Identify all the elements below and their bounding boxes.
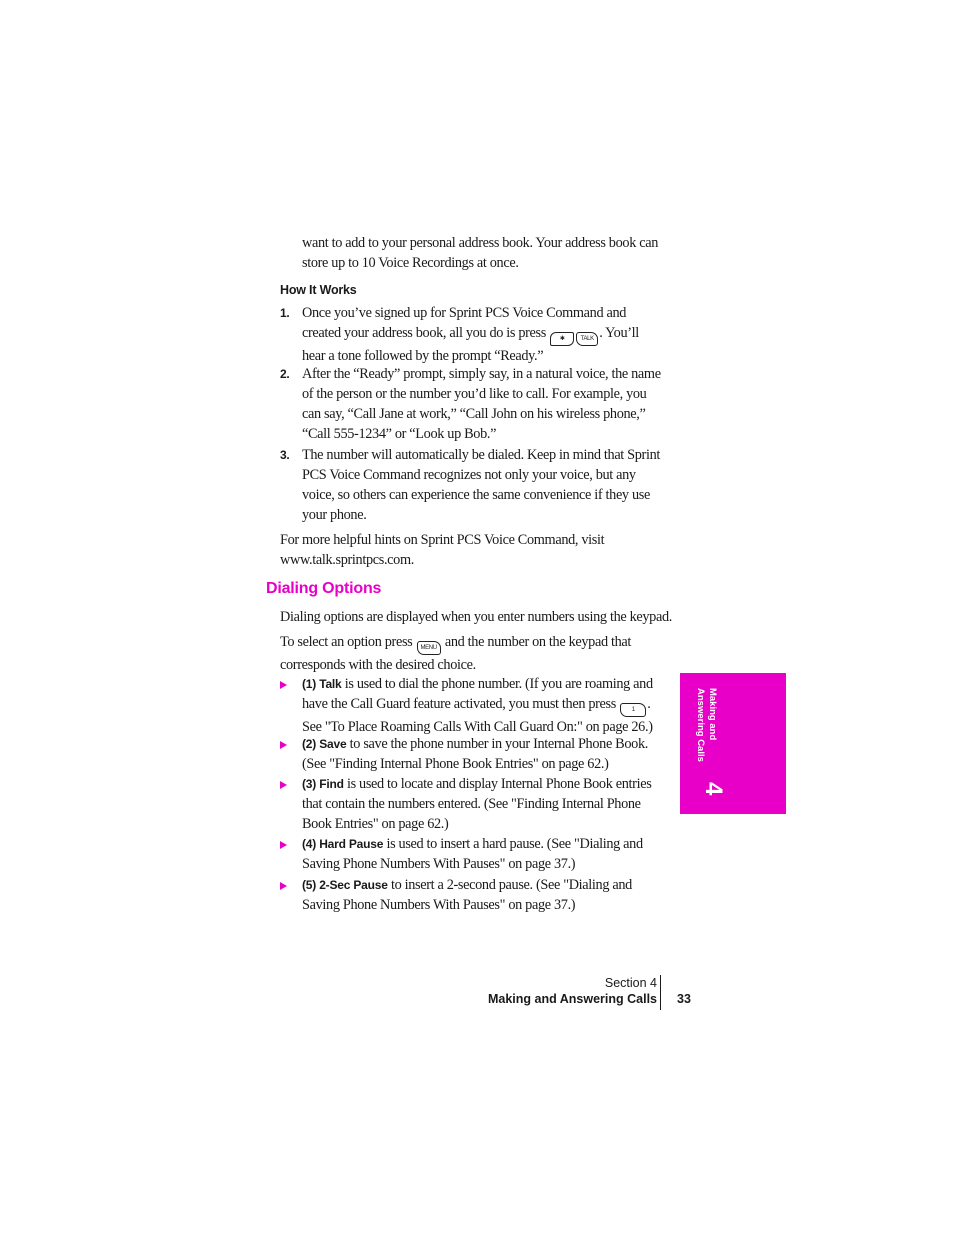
bullet-arrow-icon	[280, 882, 287, 890]
option-text: to save the phone number in your Internal Phone Book. (See "Finding Internal Phone Book Entries" on page 62.)	[302, 736, 648, 772]
star-key-icon: ✱	[550, 332, 574, 346]
step-1	[280, 303, 665, 366]
option-save	[280, 734, 665, 774]
dialing-intro: Dialing options are displayed when you enter numbers using the keypad.	[280, 609, 673, 625]
talk-key-icon: TALK	[576, 332, 598, 346]
step-3	[280, 445, 665, 525]
select-text-pre: To select an option press	[280, 634, 413, 650]
option-text: is used to locate and display Internal Phone Book entries that contain the numbers entered. (See "Finding Internal Phone Book Entries" on page 62.)	[302, 776, 652, 832]
footer-title: Making and Answering Calls	[487, 992, 657, 1006]
option-label: (3) Find	[302, 777, 344, 791]
option-label: (4) Hard Pause	[302, 837, 384, 851]
step-number: 3.	[280, 448, 290, 462]
intro-paragraph: want to add to your personal address book. Your address book can store up to 10 Voice Recordings at once.	[302, 235, 659, 271]
option-2-sec-pause	[280, 875, 665, 915]
side-tab-label	[694, 688, 718, 762]
option-label: (5) 2-Sec Pause	[302, 878, 388, 892]
how-it-works-heading: How It Works	[280, 283, 357, 297]
dialing-select-instructions	[280, 632, 665, 675]
side-tab-line-1: Making and	[707, 688, 718, 741]
side-tab-line-2: Answering Calls	[695, 688, 706, 762]
bullet-arrow-icon	[280, 681, 287, 689]
hints-paragraph: For more helpful hints on Sprint PCS Voice Command, visit www.talk.sprintpcs.com.	[280, 532, 605, 568]
bullet-arrow-icon	[280, 781, 287, 789]
option-text: is used to insert a hard pause. (See "Dialing and Saving Phone Numbers With Pauses" on page 37.)	[302, 836, 643, 872]
section-heading: Dialing Options	[266, 580, 382, 597]
bullet-arrow-icon	[280, 841, 287, 849]
footer-divider	[660, 975, 661, 1010]
option-label: (1) Talk	[302, 677, 342, 691]
step-number: 2.	[280, 367, 290, 381]
option-label: (2) Save	[302, 737, 347, 751]
option-text-post: . See "To Place Roaming Calls With Call Guard On:" on page 26.)	[302, 696, 653, 735]
bullet-arrow-icon	[280, 741, 287, 749]
menu-key-icon: MENU	[417, 641, 441, 655]
option-text-pre: is used to dial the phone number. (If you are roaming and have the Call Guard feature activated, you must then press	[302, 676, 653, 712]
step-1-text-post: . You’ll hear a tone followed by the prompt “Ready.”	[302, 325, 639, 364]
footer-section: Section 4	[604, 976, 657, 990]
side-tab-number: 4	[700, 782, 727, 796]
page-number: 33	[677, 992, 691, 1006]
step-2-text: After the “Ready” prompt, simply say, in a natural voice, the name of the person or the number you’d like to call. For example, you can say, “Call Jane at work,” “Call John on his wireless phone,” “Call 555-1234” or “Look up Bob.”	[302, 366, 661, 442]
option-hard-pause	[280, 834, 665, 874]
option-find	[280, 774, 665, 834]
option-text: to insert a 2-second pause. (See "Dialing and Saving Phone Numbers With Pauses" on page 37.)	[302, 877, 632, 913]
step-2	[280, 364, 665, 444]
step-number: 1.	[280, 306, 290, 320]
option-talk	[280, 674, 665, 737]
one-key-icon: 1	[620, 703, 646, 717]
step-3-text: The number will automatically be dialed. Keep in mind that Sprint PCS Voice Command recognizes not only your voice, but any voice, so others can experience the same convenience if they use your phone.	[302, 447, 661, 523]
step-1-text-pre: Once you’ve signed up for Sprint PCS Voice Command and created your address book, all you do is press	[302, 305, 627, 341]
select-text-post: and the number on the keypad that corresponds with the desired choice.	[280, 634, 632, 673]
